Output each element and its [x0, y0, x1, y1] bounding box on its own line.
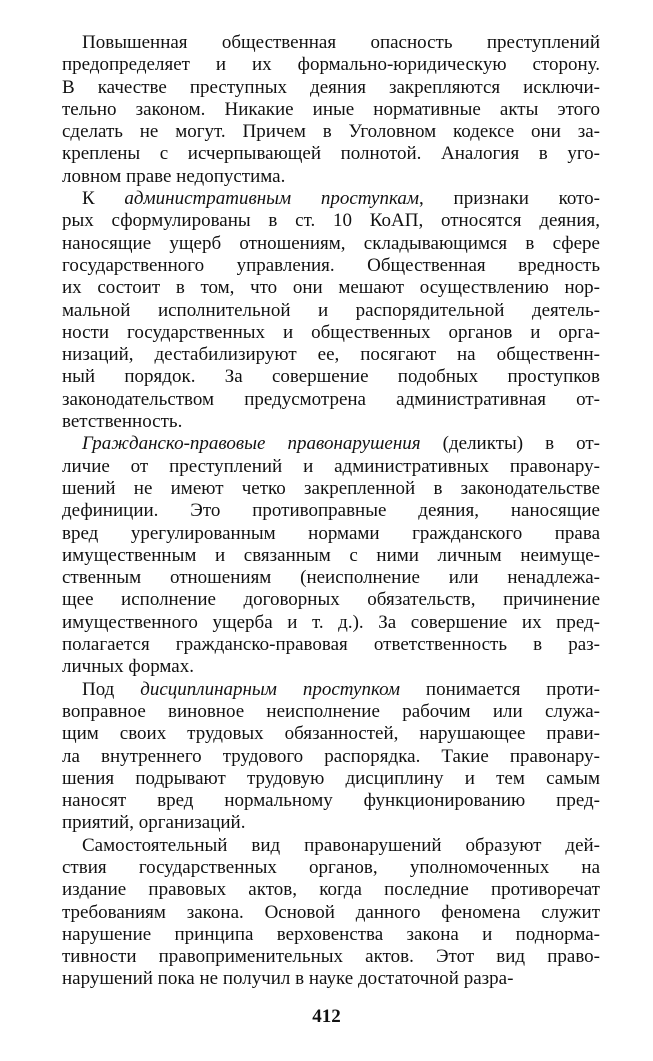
text-segment: , признаки кото- [419, 188, 600, 210]
text-line [62, 322, 600, 344]
text-line [62, 456, 600, 478]
text-segment: наносящие ущерб отношениям, складывающимся в сфере [62, 232, 600, 254]
text-segment: вред урегулированным нормами гражданского права [62, 522, 600, 544]
text-line [62, 77, 600, 99]
paragraph [62, 32, 600, 188]
text-segment: ный порядок. За совершение подобных проступков [62, 366, 600, 388]
text-line [62, 902, 600, 924]
text-segment: Повышенная общественная опасность преступлений [82, 32, 600, 53]
document-body [62, 32, 600, 991]
text-line [62, 300, 600, 322]
text-line [62, 99, 600, 121]
text-line [62, 835, 600, 857]
text-line [62, 612, 600, 634]
text-segment: мальной исполнительной и распорядительной деятель- [62, 299, 600, 321]
text-segment: Под [82, 678, 141, 700]
text-segment: имущественного ущерба и т. д.). За совершение их пред- [62, 611, 600, 633]
text-segment: ственным отношениям (неисполнение или ненадлежа- [62, 567, 600, 589]
text-line [62, 545, 600, 567]
text-line [62, 121, 600, 143]
text-line [62, 366, 600, 388]
text-line [62, 478, 600, 500]
text-line [62, 166, 600, 188]
text-segment: тивности правоприменительных актов. Этот вид право- [62, 946, 600, 968]
italic-term: Гражданско-правовые правонарушения [82, 433, 421, 455]
text-segment: ветственность. [62, 411, 183, 433]
text-line [62, 233, 600, 255]
paragraph [62, 679, 600, 835]
text-line [62, 812, 600, 834]
text-line [62, 210, 600, 232]
text-line [62, 188, 600, 210]
text-line [62, 656, 600, 678]
text-line [62, 701, 600, 723]
italic-term: административным проступкам [124, 188, 420, 210]
text-line [62, 143, 600, 165]
text-line [62, 679, 600, 701]
text-segment: дефиниции. Это противоправные деяния, наносящие [62, 500, 600, 522]
italic-term: дисциплинарным проступком [140, 678, 401, 700]
text-line [62, 634, 600, 656]
text-segment: государственного управления. Общественная вредность [62, 254, 600, 276]
page-number: 412 [312, 1006, 341, 1027]
text-segment: щее исполнение договорных обязательств, причинение [62, 589, 600, 611]
paragraph [62, 433, 600, 678]
paragraph [62, 835, 600, 991]
text-segment: ла внутреннего трудового распорядка. Такие правонару- [62, 745, 600, 767]
text-line [62, 433, 600, 455]
text-segment: полагается гражданско-правовая ответственность в раз- [62, 634, 600, 656]
text-segment: сделать не могут. Причем в Уголовном кодексе они за- [62, 121, 600, 143]
text-line [62, 746, 600, 768]
text-segment: наносят вред нормальному функционированию пред- [62, 790, 600, 812]
text-segment: имущественным и связанным с ними личным неимуще- [62, 544, 600, 566]
text-line [62, 567, 600, 589]
text-segment: ности государственных и общественных органов и орга- [62, 321, 600, 343]
text-segment: приятий, организаций. [62, 812, 246, 834]
text-line [62, 857, 600, 879]
text-line [62, 500, 600, 522]
text-segment: низаций, дестабилизируют ее, посягают на общественн- [62, 344, 600, 366]
text-line [62, 277, 600, 299]
text-segment: воправное виновное неисполнение рабочим или служа- [62, 700, 600, 722]
text-segment: (деликты) в от- [420, 433, 600, 455]
text-segment: шения подрывают трудовую дисциплину и тем самым [62, 767, 600, 789]
text-segment: В качестве преступных деяния закрепляются исключи- [62, 76, 600, 98]
text-segment: требованиям закона. Основой данного феномена служит [62, 901, 600, 923]
text-line [62, 32, 600, 54]
text-segment: Самостоятельный вид правонарушений образуют дей- [82, 834, 600, 856]
text-line [62, 723, 600, 745]
text-segment: понимается проти- [400, 678, 601, 700]
text-segment: предопределяет и их формально-юридическую сторону. [62, 54, 600, 76]
text-line [62, 411, 600, 433]
text-line [62, 589, 600, 611]
text-column [62, 32, 600, 991]
text-segment: нарушение принципа верховенства закона и поднорма- [62, 923, 600, 945]
text-segment: личных формах. [62, 656, 194, 678]
text-segment: издание правовых актов, когда последние противоречат [62, 879, 600, 901]
text-segment: шений не имеют четко закрепленной в законодательстве [62, 477, 600, 499]
text-segment: ловном праве недопустима. [62, 165, 286, 187]
text-segment: нарушений пока не получил в науке достаточной разра- [62, 968, 514, 990]
text-line [62, 344, 600, 366]
text-segment: тельно законом. Никакие иные нормативные акты этого [62, 98, 600, 120]
text-segment: К [82, 188, 125, 210]
text-line [62, 968, 600, 990]
text-line [62, 389, 600, 411]
paragraph [62, 188, 600, 433]
text-line [62, 768, 600, 790]
text-line [62, 54, 600, 76]
text-line [62, 255, 600, 277]
text-segment: ствия государственных органов, уполномоченных на [62, 856, 600, 878]
text-line [62, 790, 600, 812]
text-segment: законодательством предусмотрена административная от- [62, 388, 600, 410]
text-line [62, 879, 600, 901]
text-segment: личие от преступлений и административных правонару- [62, 455, 600, 477]
text-line [62, 924, 600, 946]
text-segment: щим своих трудовых обязанностей, нарушающее прави- [62, 723, 600, 745]
text-segment: их состоит в том, что они мешают осуществлению нор- [62, 277, 600, 299]
text-line [62, 946, 600, 968]
text-segment: рых сформулированы в ст. 10 КоАП, относятся деяния, [62, 210, 600, 232]
text-line [62, 523, 600, 545]
text-segment: креплены с исчерпывающей полнотой. Аналогия в уго- [62, 143, 600, 165]
